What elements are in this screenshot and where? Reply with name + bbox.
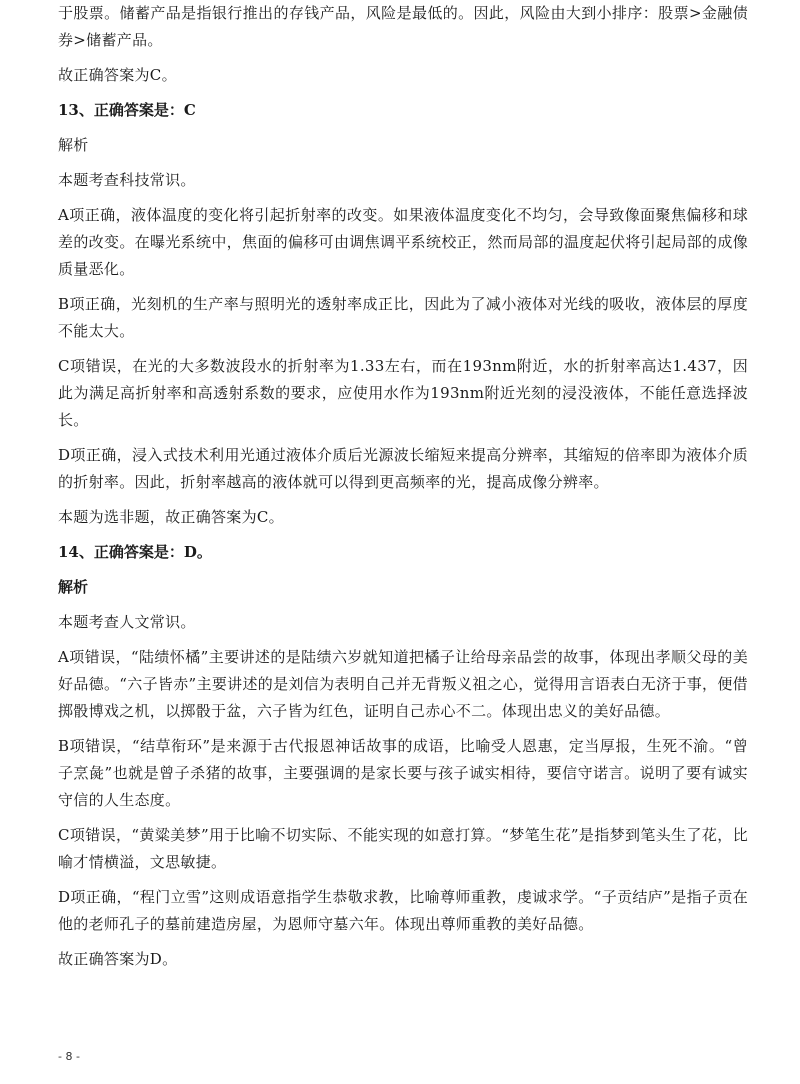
paragraph: D项正确，“程门立雪”这则成语意指学生恭敬求教，比喻尊师重教，虔诚求学。“子贡结庐”是指子贡在他的老师孔子的墓前建造房屋，为恩师守墓六年。体现出尊师重教的美好品德。 — [58, 888, 748, 933]
section-heading: 14、正确答案是：D。 — [58, 543, 212, 561]
paragraph: C项错误，在光的大多数波段水的折射率为1.33左右，而在193nm附近，水的折射率高达1.437，因此为满足高折射率和高透射系数的要求，应使用水作为193nm附近光刻的浸没液体，不能任意选择波长。 — [58, 357, 748, 429]
paragraph: 解析 — [58, 136, 89, 154]
section-heading: 解析 — [58, 578, 89, 596]
section-heading: 13、正确答案是：C — [58, 101, 196, 119]
paragraph: 于股票。储蓄产品是指银行推出的存钱产品，风险是最低的。因此，风险由大到小排序：股票>金融债券>储蓄产品。 — [58, 4, 748, 49]
paragraph: A项错误，“陆绩怀橘”主要讲述的是陆绩六岁就知道把橘子让给母亲品尝的故事，体现出孝顺父母的美好品德。“六子皆赤”主要讲述的是刘信为表明自己并无背叛义祖之心，觉得用言语表白无济于事，便借掷骰博戏之机，以掷骰于盆，六子皆为红色，证明自己赤心不二。体现出忠义的美好品德。 — [58, 648, 748, 720]
paragraph: A项正确，液体温度的变化将引起折射率的改变。如果液体温度变化不均匀，会导致像面聚焦偏移和球差的改变。在曝光系统中，焦面的偏移可由调焦调平系统校正，然而局部的温度起伏将引起局部的成像质量恶化。 — [58, 206, 748, 278]
paragraph: C项错误，“黄粱美梦”用于比喻不切实际、不能实现的如意打算。“梦笔生花”是指梦到笔头生了花，比喻才情横溢，文思敏捷。 — [58, 826, 748, 871]
paragraph: 故正确答案为D。 — [58, 950, 178, 968]
paragraph: B项正确，光刻机的生产率与照明光的透射率成正比，因此为了减小液体对光线的吸收，液体层的厚度不能太大。 — [58, 295, 748, 340]
document-page — [58, 0, 748, 981]
paragraph: 故正确答案为C。 — [58, 66, 177, 84]
paragraph: D项正确，浸入式技术利用光通过液体介质后光源波长缩短来提高分辨率，其缩短的倍率即为液体介质的折射率。因此，折射率越高的液体就可以得到更高频率的光，提高成像分辨率。 — [58, 446, 748, 491]
page-number: - 8 - — [58, 1050, 80, 1063]
paragraph: 本题考查人文常识。 — [58, 613, 196, 631]
paragraph: 本题考查科技常识。 — [58, 171, 196, 189]
paragraph: B项错误，“结草衔环”是来源于古代报恩神话故事的成语，比喻受人恩惠，定当厚报，生死不渝。“曾子烹彘”也就是曾子杀猪的故事，主要强调的是家长要与孩子诚实相待，要信守诺言。说明了要有诚实守信的人生态度。 — [58, 737, 748, 809]
paragraph: 本题为选非题，故正确答案为C。 — [58, 508, 284, 526]
